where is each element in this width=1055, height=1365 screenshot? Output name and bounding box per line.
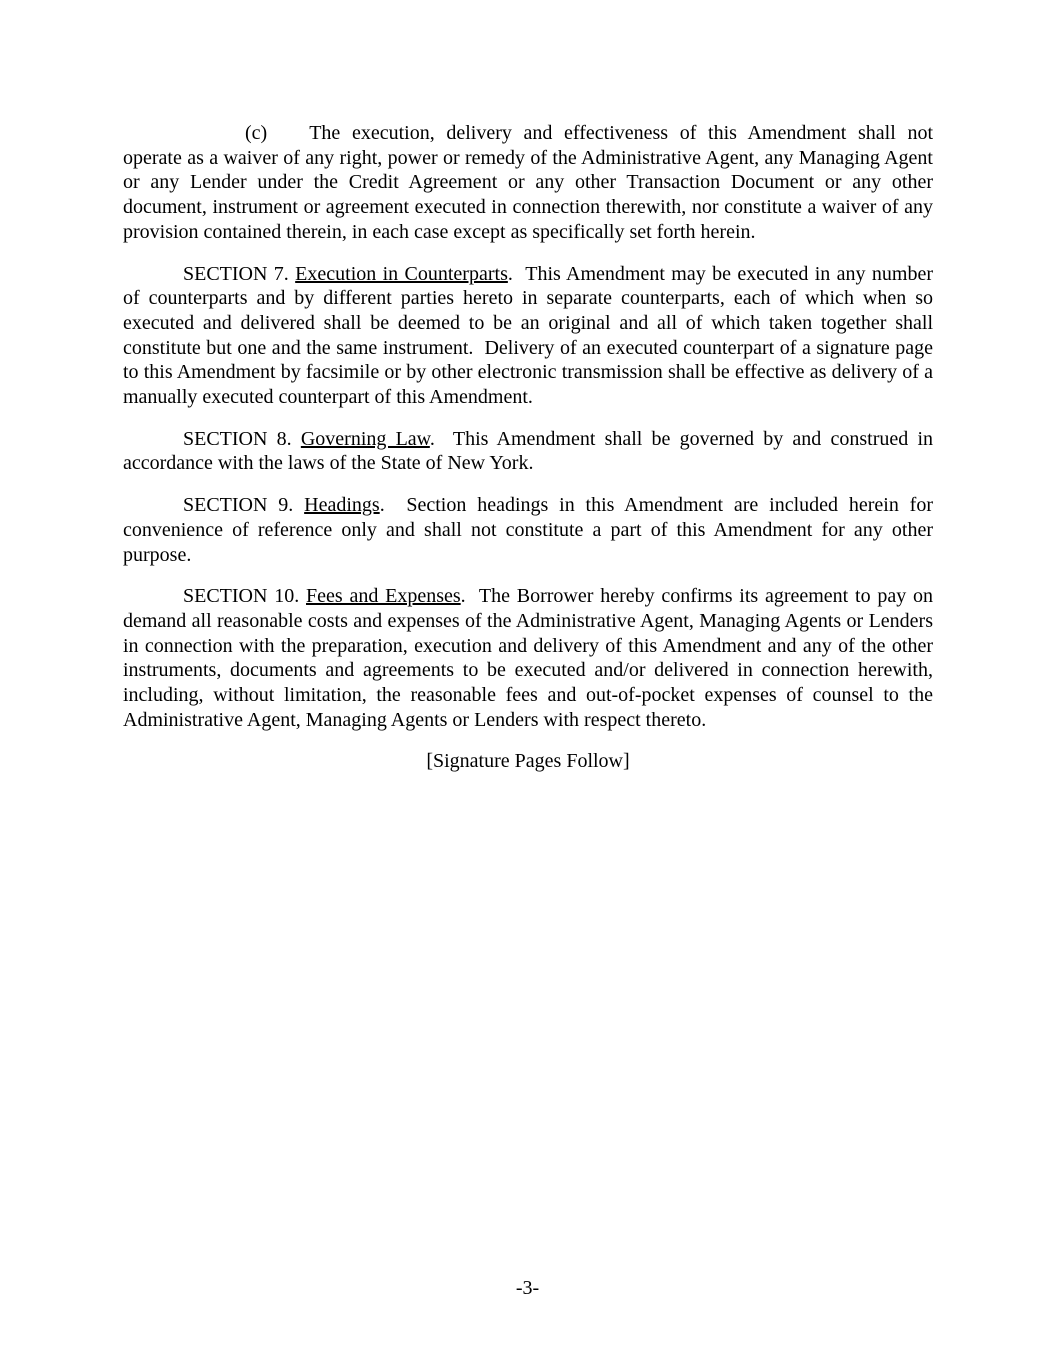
paragraph-c-marker: (c) xyxy=(245,122,268,144)
signature-pages-note: [Signature Pages Follow] xyxy=(426,750,630,773)
section-7-text: This Amendment may be executed in any number of counterparts and by different parties hereto in separate counterparts, each of which when so executed and delivered shall be deemed to be an original and all of which taken together shall constitute but one and the same instrument. Delivery of an executed counterpart of a signature page to this Amendment by facsimile or by other electronic transmission shall be effective as delivery of a manually executed counterpart of this Amendment. xyxy=(123,262,938,409)
section-8-title: Governing Law xyxy=(300,427,430,450)
page-number: -3- xyxy=(515,1277,540,1299)
section-8-title-suffix: . xyxy=(429,427,453,450)
section-9-title: Headings xyxy=(304,494,380,517)
section-10-title-suffix: . xyxy=(460,585,479,608)
section-7-paragraph xyxy=(123,262,938,410)
section-7-title: Execution in Counterparts xyxy=(295,262,508,285)
section-7-label: SECTION 7. xyxy=(183,262,296,285)
section-9-title-suffix: . xyxy=(379,494,407,517)
section-10-label: SECTION 10. xyxy=(183,585,307,608)
section-10-title: Fees and Expenses xyxy=(306,585,461,608)
section-8-text: This Amendment shall be governed by and construed in accordance with the laws of the State of New York. xyxy=(123,427,938,475)
section-9-text: Section headings in this Amendment are included herein for convenience of reference only and shall not constitute a part of this Amendment for any other purpose. xyxy=(123,494,938,566)
paragraph-c xyxy=(123,121,938,245)
section-7-title-suffix: . xyxy=(507,262,526,285)
paragraph-c-text: The execution, delivery and effectiveness of this Amendment shall not operate as a waiver of any right, power or remedy of the Administrative Agent, any Managing Agent or any Lender under the Credit Agreement or any other Transaction Document or any other document, instrument or agreement executed in connection therewith, nor constitute a waiver of any provision contained therein, in each case except as specifically set forth herein. xyxy=(123,122,938,243)
document-body xyxy=(123,121,939,774)
section-10-paragraph xyxy=(123,584,939,732)
section-10-text: The Borrower hereby confirms its agreement to pay on demand all reasonable costs and expenses of the Administrative Agent, Managing Agents or Lenders in connection with the preparation, execution and delivery of this Amendment and any of the other instruments, documents and agreements to be executed and/or delivered in connection herewith, including, without limitation, the reasonable fees and out-of-pocket expenses of counsel to the Administrative Agent, Managing Agents or Lenders with respect thereto. xyxy=(123,585,939,731)
section-9-paragraph xyxy=(123,493,938,567)
section-8-paragraph xyxy=(123,427,938,476)
section-8-label: SECTION 8. xyxy=(183,427,301,450)
section-9-label: SECTION 9. xyxy=(183,494,305,517)
